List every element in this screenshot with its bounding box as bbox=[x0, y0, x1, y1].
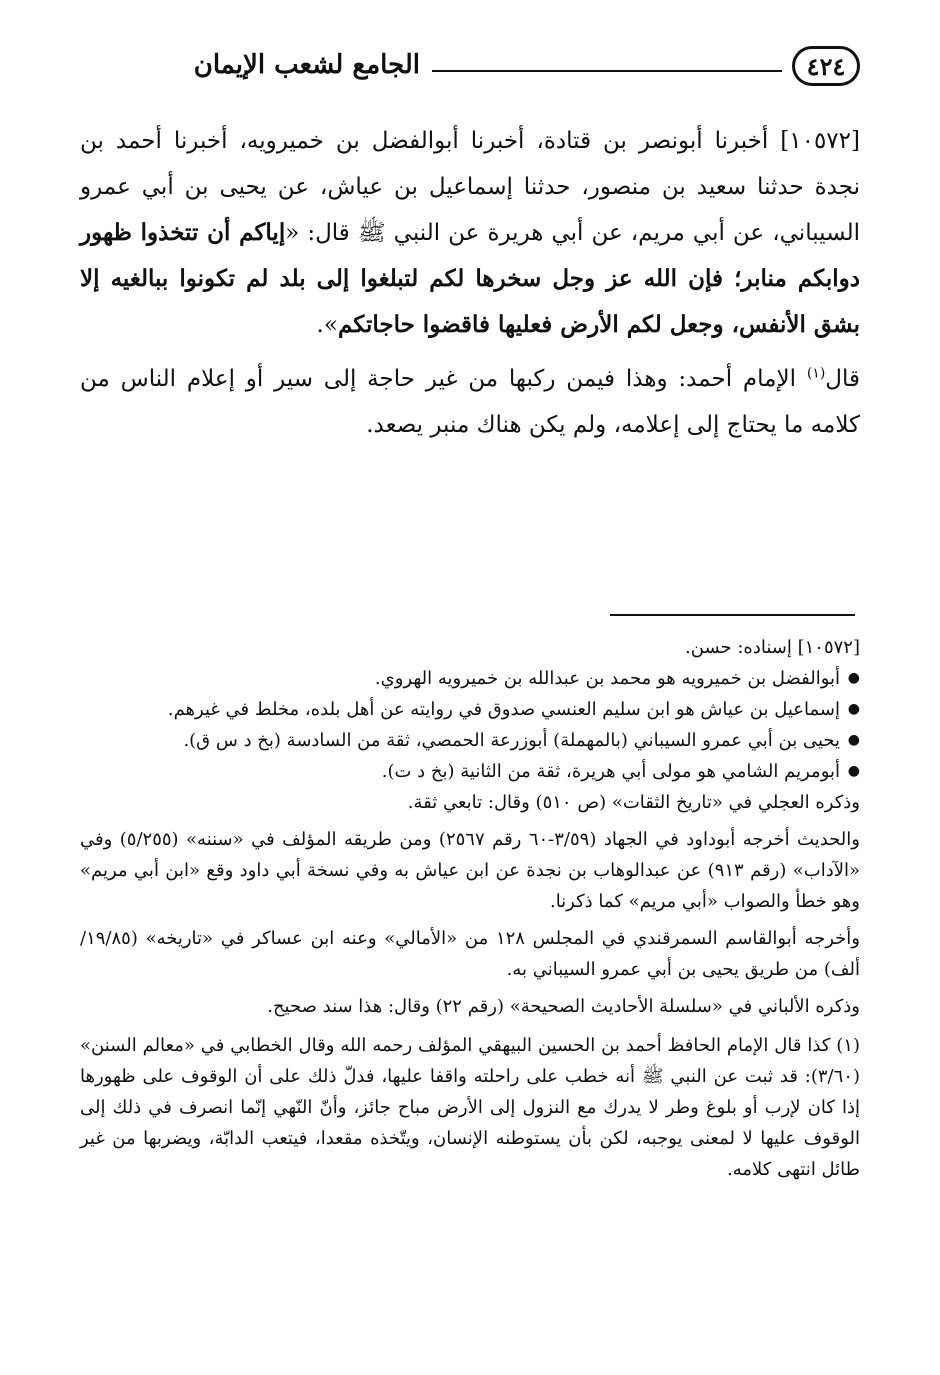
hadith-matn: إياكم أن تتخذوا ظهور دوابكم منابر؛ فإن الله عز وجل سخرها لكم لتبلغوا إلى بلد لم تكونوا ببالغيه إلا بشق الأنفس، وجعل لكم الأرض فعليها فاقضوا حاجاتكم bbox=[80, 219, 860, 338]
hadith-paragraph bbox=[80, 118, 860, 348]
isnad-grade: [١٠٥٧٢] إسناده: حسن. bbox=[685, 637, 860, 658]
comment-text: الإمام أحمد: وهذا فيمن ركبها من غير حاجة إلى سير أو إعلام الناس من كلامه ما يحتاج إلى إعلامه، ولم يكن هناك منبر يصعد. bbox=[80, 366, 860, 438]
narrator-list bbox=[80, 663, 860, 787]
running-title: الجامع لشعب الإيمان bbox=[193, 50, 420, 80]
footnotes bbox=[80, 632, 860, 1185]
footnote-ref-1: (١) bbox=[806, 365, 826, 382]
narrator-item: ● أبومريم الشامي هو مولى أبي هريرة، ثقة من الثانية (بخ د ت). bbox=[80, 756, 860, 787]
ijli-note: وذكره العجلي في «تاريخ الثقات» (ص ٥١٠) وقال: تابعي ثقة. bbox=[407, 792, 860, 813]
hadith-isnad: [١٠٥٧٢] أخبرنا أبونصر بن قتادة، أخبرنا أبوالفضل بن خميرويه، أخبرنا أحمد بن نجدة حدثنا سعيد بن منصور، حدثنا إسماعيل بن عياش، عن يحيى بن أبي عمرو السيباني، عن أبي مريم، عن أبي هريرة عن النبي ﷺ قال: « bbox=[80, 128, 860, 246]
page-number: ٤٢٤ bbox=[792, 46, 860, 86]
albani-note: وذكره الألباني في «سلسلة الأحاديث الصحيحة» (رقم ٢٢) وقال: هذا سند صحيح. bbox=[267, 996, 860, 1017]
narrator-item: ● أبوالفضل بن خميرويه هو محمد بن عبدالله بن خميرويه الهروي. bbox=[80, 663, 860, 694]
footnote-separator bbox=[610, 614, 855, 616]
main-text bbox=[80, 118, 860, 448]
footnote-1-text: (١) كذا قال الإمام الحافظ أحمد بن الحسين البيهقي المؤلف رحمه الله وقال الخطابي في «معالم السنن» (٣/٦٠): قد ثبت عن النبي ﷺ أنه خطب على راحلته واقفا عليها، فدلّ ذلك على أن الوقوف على ظهورها إذا كان لإرب أو بلوغ وطر لا يدرك مع النزول إلى الأرض مباح جائز، وأنّ النّهي إنّما انصرف في ذلك إلى الوقوف عليها لا لمعنى يوجبه، لكن بأن يستوطنه الإنسان، ويتّخذه مقعدا، فيتعب الدابّة، ويضربها من غير طائل انتهى كلامه. bbox=[80, 1035, 860, 1180]
page-header bbox=[60, 38, 860, 108]
narrator-item: ● إسماعيل بن عياش هو ابن سليم العنسي صدوق في روايته عن أهل بلده، مخلط في غيرهم. bbox=[80, 694, 860, 725]
hadith-close-quote: ». bbox=[316, 312, 338, 338]
author-comment bbox=[80, 356, 860, 448]
takhrij-abudawud: والحديث أخرجه أبوداود في الجهاد (٣/٥٩-٦٠ رقم ٢٥٦٧) ومن طريقه المؤلف في «سننه» (٥/٢٥٥) وفي «الآداب» (رقم ٩١٣) عن عبدالوهاب بن نجدة عن ابن عياش به وفي نسخة أبي داود وقع «ابن أبي مريم» وهو خطأ والصواب «أبي مريم» كما ذكرنا. bbox=[80, 829, 860, 912]
comment-start: قال bbox=[825, 366, 860, 392]
narrator-item: ● يحيى بن أبي عمرو السيباني (بالمهملة) أبوزرعة الحمصي، ثقة من السادسة (بخ د س ق). bbox=[80, 725, 860, 756]
footnote-1 bbox=[80, 1030, 860, 1185]
takhrij-samarqandi: وأخرجه أبوالقاسم السمرقندي في المجلس ١٢٨ من «الأمالي» وعنه ابن عساكر في «تاريخه» (١٩/٨٥/ألف) من طريق يحيى بن أبي عمرو السيباني به. bbox=[80, 928, 860, 980]
header-rule bbox=[432, 70, 782, 72]
